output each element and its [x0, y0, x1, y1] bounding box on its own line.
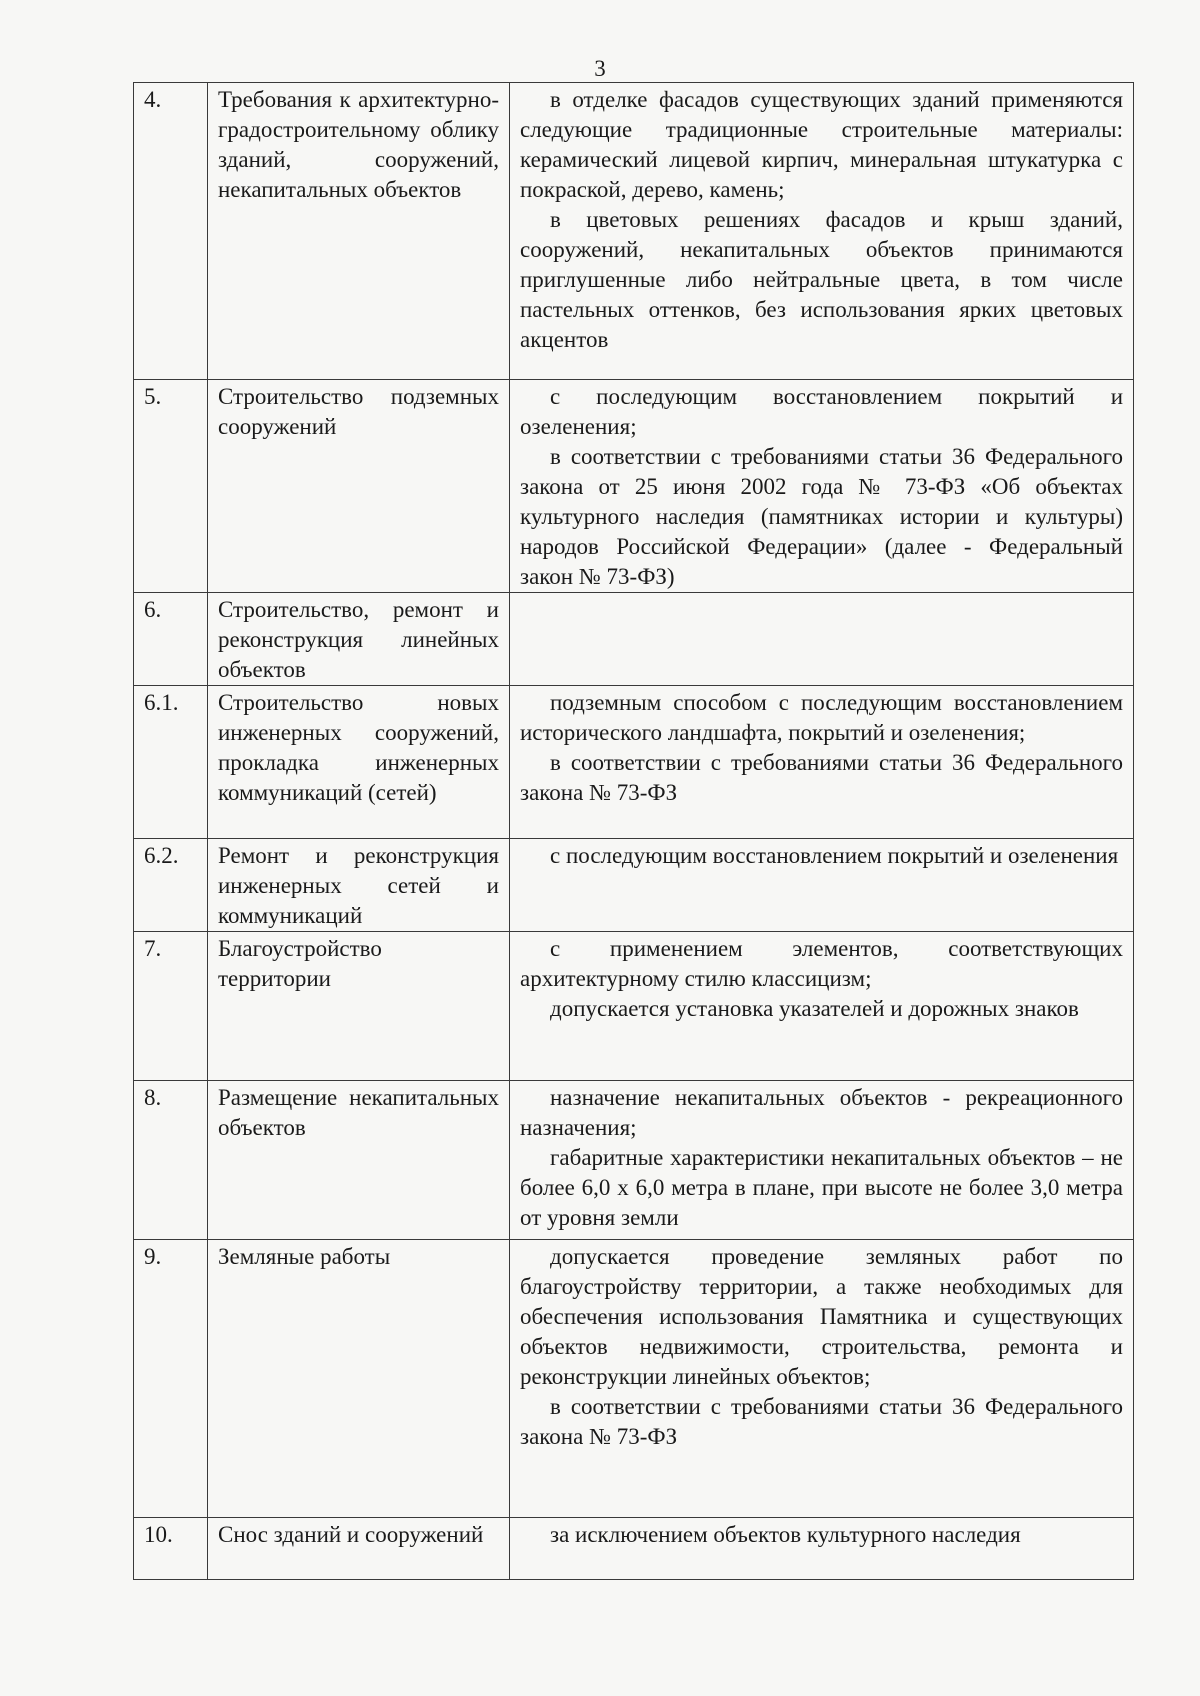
row-title: Строительство новых инженерных сооружений, прокладка инженерных коммуникаций (сетей): [208, 686, 510, 839]
table-row: [134, 83, 1134, 380]
row-requirements: [510, 1240, 1134, 1518]
row-requirements: [510, 686, 1134, 839]
table-row: [134, 839, 1134, 932]
table-row: [134, 593, 1134, 686]
row-title: Строительство подземных сооружений: [208, 380, 510, 593]
table-row: [134, 932, 1134, 1081]
table-row: [134, 1081, 1134, 1240]
regulations-table: [133, 82, 1134, 1580]
row-requirements: [510, 839, 1134, 932]
row-title: Благоустройство территории: [208, 932, 510, 1081]
row-requirements: [510, 932, 1134, 1081]
requirement-paragraph: в соответствии с требованиями статьи 36 Федерального закона от 25 июня 2002 года № 73-ФЗ «Об объектах культурного наследия (памятниках истории и культуры) народов Российской Федерации» (далее - Федеральный закон № 73-ФЗ): [520, 444, 1123, 589]
requirement-paragraph: с последующим восстановлением покрытий и озеленения;: [520, 384, 1123, 439]
row-requirements: [510, 1518, 1134, 1580]
requirement-paragraph: в соответствии с требованиями статьи 36 Федерального закона № 73-ФЗ: [520, 750, 1123, 805]
row-title: Земляные работы: [208, 1240, 510, 1518]
row-number: 4.: [134, 83, 208, 380]
row-requirements: [510, 593, 1134, 686]
row-requirements: [510, 380, 1134, 593]
row-number: 6.1.: [134, 686, 208, 839]
row-number: 6.: [134, 593, 208, 686]
page-number: 3: [594, 56, 606, 81]
row-title: Ремонт и реконструкция инженерных сетей и коммуникаций: [208, 839, 510, 932]
row-number: 6.2.: [134, 839, 208, 932]
row-title: Строительство, ремонт и реконструкция линейных объектов: [208, 593, 510, 686]
row-requirements: [510, 1081, 1134, 1240]
requirement-paragraph: допускается проведение земляных работ по благоустройству территории, а также необходимых для обеспечения использования Памятника и существующих объектов недвижимости, строительства, ремонта и реконструкции линейных объектов;: [520, 1244, 1123, 1389]
requirement-paragraph: допускается установка указателей и дорожных знаков: [550, 996, 1079, 1021]
requirement-paragraph: назначение некапитальных объектов - рекреационного назначения;: [520, 1085, 1123, 1140]
requirement-paragraph: подземным способом с последующим восстановлением исторического ландшафта, покрытий и озеленения;: [520, 690, 1123, 745]
row-title: Размещение некапитальных объектов: [208, 1081, 510, 1240]
requirement-paragraph: с применением элементов, соответствующих архитектурному стилю классицизм;: [520, 936, 1123, 991]
row-number: 10.: [134, 1518, 208, 1580]
row-title: Требования к архитектурно-градостроительному облику зданий, сооружений, некапитальных объектов: [208, 83, 510, 380]
requirement-paragraph: в цветовых решениях фасадов и крыш зданий, сооружений, некапитальных объектов принимаются приглушенные либо нейтральные цвета, в том числе пастельных оттенков, без использования ярких цветовых акцентов: [520, 207, 1123, 352]
requirement-paragraph: за исключением объектов культурного наследия: [550, 1522, 1021, 1547]
table-row: [134, 1518, 1134, 1580]
row-title: Снос зданий и сооружений: [208, 1518, 510, 1580]
requirement-paragraph: в отделке фасадов существующих зданий применяются следующие традиционные строительные материалы: керамический лицевой кирпич, минеральная штукатурка с покраской, дерево, камень;: [520, 87, 1123, 202]
requirement-paragraph: с последующим восстановлением покрытий и озеленения: [550, 843, 1119, 868]
row-number: 5.: [134, 380, 208, 593]
table-row: [134, 1240, 1134, 1518]
row-number: 8.: [134, 1081, 208, 1240]
row-requirements: [510, 83, 1134, 380]
row-number: 9.: [134, 1240, 208, 1518]
requirement-paragraph: в соответствии с требованиями статьи 36 Федерального закона № 73-ФЗ: [520, 1394, 1123, 1449]
table-row: [134, 380, 1134, 593]
table-row: [134, 686, 1134, 839]
row-number: 7.: [134, 932, 208, 1081]
requirement-paragraph: габаритные характеристики некапитальных объектов – не более 6,0 х 6,0 метра в плане, при высоте не более 3,0 метра от уровня земли: [520, 1145, 1123, 1230]
